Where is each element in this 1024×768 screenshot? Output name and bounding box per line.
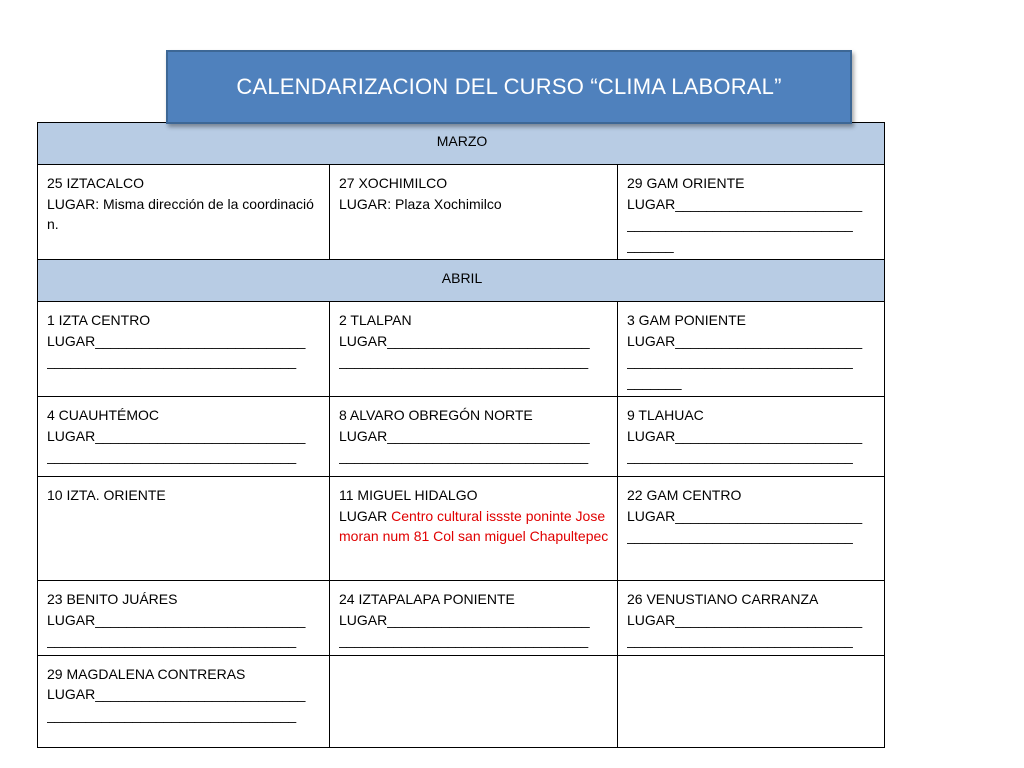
table-cell-empty [330, 655, 618, 747]
cell-blank-line: _____________________________ [627, 448, 853, 464]
cell-location-blank: LUGAR___________________________ [47, 686, 306, 702]
cell-blank-line: ________________________________ [339, 448, 589, 464]
table-cell [330, 302, 618, 397]
cell-title: 1 IZTA CENTRO [47, 312, 151, 328]
cell-blank-line: _____________________________ [627, 216, 853, 232]
cell-blank-line: ______ [627, 236, 674, 253]
cell-title: 29 GAM ORIENTE [627, 175, 745, 191]
schedule-table [37, 122, 885, 748]
location-address: Centro cultural issste poninte Jose moran num 81 Col san miguel Chapultepec [339, 507, 609, 544]
cell-title: 10 IZTA. ORIENTE [47, 487, 166, 503]
cell-location-blank: LUGAR__________________________ [339, 427, 590, 444]
cell-blank-line: ________________________________ [47, 632, 297, 648]
table-row [38, 655, 885, 747]
cell-title: 22 GAM CENTRO [627, 487, 742, 503]
cell-title: 26 VENUSTIANO CARRANZA [627, 591, 819, 607]
cell-location-blank: LUGAR___________________________ [47, 332, 306, 349]
cell-location-blank: LUGAR________________________ [627, 195, 863, 212]
cell-title: 25 IZTACALCO [47, 175, 144, 191]
cell-blank-line: ________________________________ [339, 353, 589, 369]
location-label: LUGAR [339, 507, 388, 524]
cell-title: 4 CUAUHTÉMOC [47, 407, 160, 423]
table-cell [330, 165, 618, 260]
table-cell [38, 477, 330, 581]
cell-blank-line: ________________________________ [339, 632, 589, 648]
cell-blank-line: _____________________________ [627, 632, 853, 648]
table-row [38, 302, 885, 397]
cell-location-blank: LUGAR________________________ [627, 332, 863, 349]
table-cell [618, 302, 885, 397]
cell-location-blank: LUGAR________________________ [627, 611, 863, 628]
cell-title: 23 BENITO JUÁRES [47, 591, 178, 607]
table-row [38, 397, 885, 477]
table-cell [38, 302, 330, 397]
cell-title: 2 TLALPAN [339, 312, 412, 328]
table-cell [618, 165, 885, 260]
cell-blank-line: ________________________________ [47, 706, 297, 723]
cell-location-blank: LUGAR__________________________ [339, 332, 590, 349]
cell-blank-line: ________________________________ [47, 448, 297, 464]
cell-location: LUGAR: Misma dirección de la coordinación. [47, 195, 314, 232]
cell-blank-line: _____________________________ [627, 353, 853, 369]
cell-title: 11 MIGUEL HIDALGO [339, 487, 478, 503]
table-cell [38, 165, 330, 260]
table-cell [38, 655, 330, 747]
cell-title: 24 IZTAPALAPA PONIENTE [339, 591, 515, 607]
table-cell [618, 581, 885, 656]
table-cell [618, 477, 885, 581]
month-header: MARZO [38, 123, 885, 165]
table-cell-empty [618, 655, 885, 747]
cell-location-blank: LUGAR___________________________ [47, 427, 306, 444]
cell-blank-line: _______ [627, 373, 682, 390]
cell-location-blank: LUGAR________________________ [627, 427, 863, 444]
month-row-abril [38, 260, 885, 302]
table-cell [38, 581, 330, 656]
page-title: CALENDARIZACION DEL CURSO “CLIMA LABORAL” [236, 74, 782, 99]
cell-blank-line: _____________________________ [627, 528, 853, 544]
cell-title: 27 XOCHIMILCO [339, 175, 448, 191]
table-cell [38, 397, 330, 477]
cell-title: 29 MAGDALENA CONTRERAS [47, 665, 246, 682]
table-row [38, 581, 885, 656]
table-cell [330, 581, 618, 656]
table-cell [330, 397, 618, 477]
cell-location-blank: LUGAR___________________________ [47, 611, 306, 628]
month-row-marzo [38, 123, 885, 165]
cell-location-blank: LUGAR________________________ [627, 507, 863, 524]
table-cell [618, 397, 885, 477]
cell-title: 3 GAM PONIENTE [627, 312, 747, 328]
title-banner [166, 50, 852, 124]
cell-title: 8 ALVARO OBREGÓN NORTE [339, 407, 533, 423]
table-row [38, 477, 885, 581]
month-header: ABRIL [38, 260, 885, 302]
cell-location: LUGAR: Plaza Xochimilco [339, 195, 502, 212]
cell-title: 9 TLAHUAC [627, 407, 704, 423]
cell-blank-line: ________________________________ [47, 353, 297, 369]
cell-location [339, 506, 610, 547]
table-row [38, 165, 885, 260]
cell-location-blank: LUGAR__________________________ [339, 611, 590, 628]
table-cell [330, 477, 618, 581]
